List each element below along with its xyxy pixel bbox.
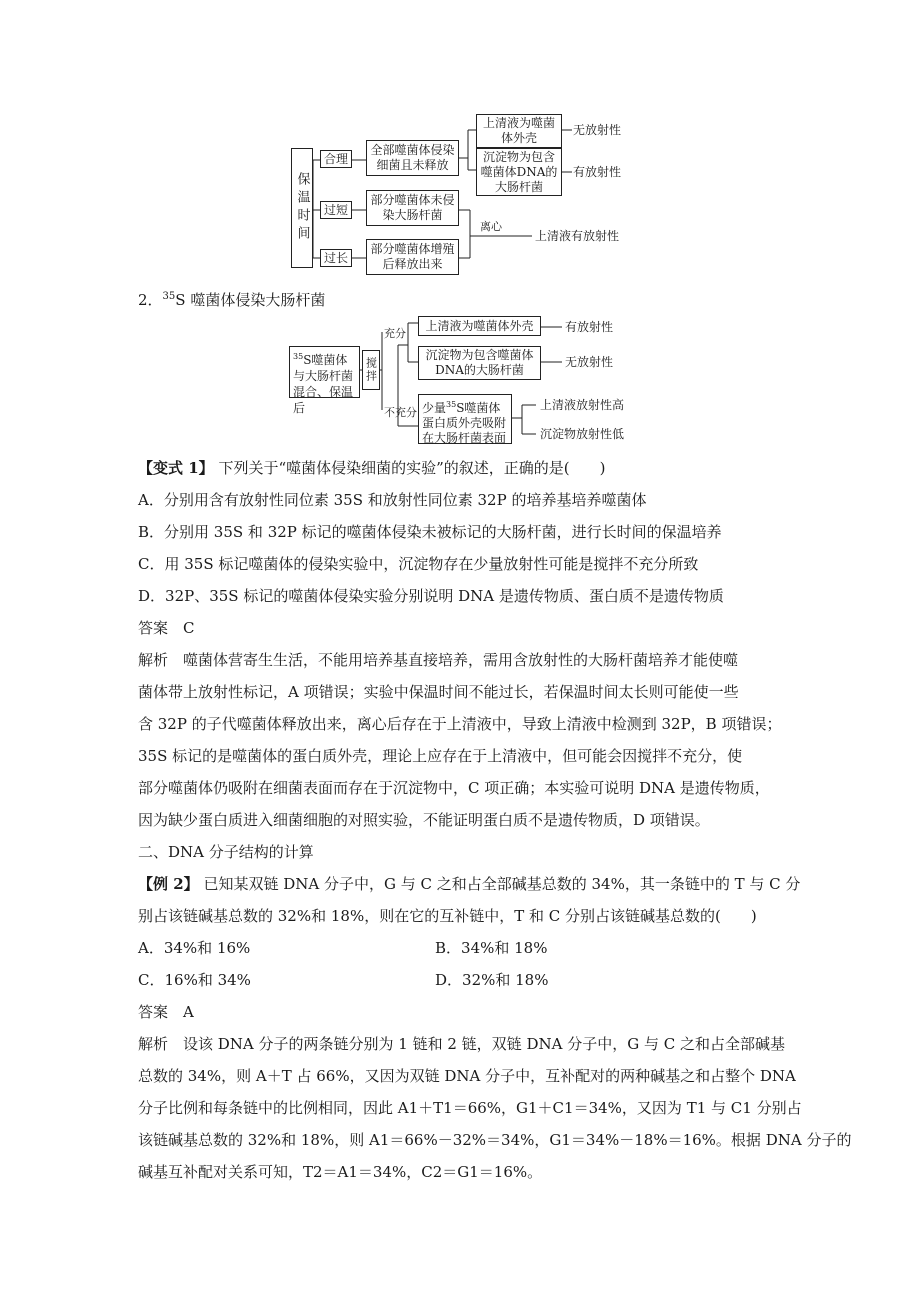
d2-box-supernatant: 上清液为噬菌体外壳 <box>418 316 541 336</box>
section-heading-dna: 二、DNA 分子结构的计算 <box>138 843 314 861</box>
variant1-analysis-line: 含 32P 的子代噬菌体释放出来，离心后存在于上清液中，导致上清液中检测到 32P，B 项错误； <box>138 715 782 733</box>
d1-box-sediment: 沉淀物为包含噬菌体DNA的大肠杆菌 <box>476 148 562 196</box>
example2-question-line2: 别占该链碱基总数的 32%和 18%，则在它的互补链中，T 和 C 分别占该链碱基总数的( ) <box>138 907 757 925</box>
d1-result-none: 无放射性 <box>573 123 622 137</box>
variant1-option-c: C．用 35S 标记噬菌体的侵染实验中，沉淀物存在少量放射性可能是搅拌不充分所致 <box>138 555 699 573</box>
example2-analysis-line: 碱基互补配对关系可知，T2＝A1＝34%，C2＝G1＝16%。 <box>138 1163 543 1181</box>
section2-text: S 噬菌体侵染大肠杆菌 <box>175 291 326 309</box>
section2-title <box>138 287 778 310</box>
d2-root-box <box>289 346 360 415</box>
d2-label-insufficient: 不充分 <box>384 406 417 419</box>
d1-box-supernatant: 上清液为噬菌体外壳 <box>476 114 562 148</box>
d2-result-sup-high: 上清液放射性高 <box>540 398 625 412</box>
d1-branch-short: 过短 <box>320 201 352 219</box>
example2-tag: 【例 2】 <box>138 875 199 893</box>
d1-branch-long: 过长 <box>320 249 352 267</box>
d2-result-has: 有放射性 <box>565 320 614 334</box>
d2-result-none: 无放射性 <box>565 355 614 369</box>
diagram1-connectors <box>0 0 920 460</box>
d2-box-sediment: 沉淀物为包含噬菌体DNA的大肠杆菌 <box>418 346 541 380</box>
d1-root-box: 保温时间 <box>291 148 313 268</box>
section2-number: 2． <box>138 291 163 309</box>
d1-result-has: 有放射性 <box>573 165 622 179</box>
variant1-analysis-line: 菌体带上放射性标记，A 项错误；实验中保温时间不能过长，若保温时间太长则可能使一些 <box>138 683 739 701</box>
variant1-analysis-line: 35S 标记的是噬菌体的蛋白质外壳，理论上应存在于上清液中，但可能会因搅拌不充分，使 <box>138 747 743 765</box>
variant1-answer: 答案 C <box>138 619 195 637</box>
variant1-option-a: A．分别用含有放射性同位素 35S 和放射性同位素 32P 的培养基培养噬菌体 <box>138 491 647 509</box>
variant1-tag: 【变式 1】 <box>138 459 214 477</box>
variant1-option-b: B．分别用 35S 和 32P 标记的噬菌体侵染未被标记的大肠杆菌，进行长时间的保温培养 <box>138 523 722 541</box>
d1-box-short: 部分噬菌体未侵染大肠杆菌 <box>366 190 459 226</box>
example2-analysis-line: 该链碱基总数的 32%和 18%，则 A1＝66%－32%＝34%，G1＝34%－18%＝16%。根据 DNA 分子的 <box>138 1131 852 1149</box>
d2-label-sufficient: 充分 <box>384 327 406 340</box>
d2-result-sed-low: 沉淀物放射性低 <box>540 427 625 441</box>
variant1-question-text: 下列关于“噬菌体侵染细菌的实验”的叙述，正确的是( ) <box>218 459 606 477</box>
d2-box-few-post: S噬菌体蛋白质外壳吸附在大肠杆菌表面 <box>422 401 507 445</box>
d1-box-reasonable: 全部噬菌体侵染细菌且未释放 <box>366 140 459 176</box>
d2-stir-box: 搅拌 <box>362 350 380 390</box>
example2-option-c: C．16%和 34% <box>138 971 251 989</box>
variant1-analysis-line: 因为缺少蛋白质进入细菌细胞的对照实验，不能证明蛋白质不是遗传物质，D 项错误。 <box>138 811 710 829</box>
variant1-option-d: D．32P、35S 标记的噬菌体侵染实验分别说明 DNA 是遗传物质、蛋白质不是遗传物质 <box>138 587 724 605</box>
d1-centrifuge-label: 离心 <box>480 220 502 233</box>
d1-result-sup-has: 上清液有放射性 <box>535 229 620 243</box>
example2-analysis-line: 分子比例和每条链中的比例相同，因此 A1＋T1＝66%，G1＋C1＝34%，又因为 T1 与 C1 分别占 <box>138 1099 802 1117</box>
variant1-question <box>138 458 778 478</box>
example2-answer: 答案 A <box>138 1003 194 1021</box>
variant1-analysis-line: 部分噬菌体仍吸附在细菌表面而存在于沉淀物中，C 项正确；本实验可说明 DNA 是遗传物质， <box>138 779 770 797</box>
d1-box-long: 部分噬菌体增殖后释放出来 <box>366 239 459 275</box>
example2-question-line1: 已知某双链 DNA 分子中，G 与 C 之和占全部碱基总数的 34%，其一条链中的 T 与 C 分 <box>203 875 801 893</box>
example2-option-d: D．32%和 18% <box>435 971 549 989</box>
d1-branch-reasonable: 合理 <box>320 150 352 168</box>
example2-analysis-line: 总数的 34%，则 A＋T 占 66%，又因为双链 DNA 分子中，互补配对的两种碱基之和占整个 DNA <box>138 1067 796 1085</box>
example2-analysis-line: 解析 设该 DNA 分子的两条链分别为 1 链和 2 链，双链 DNA 分子中，G 与 C 之和占全部碱基 <box>138 1035 785 1053</box>
variant1-analysis-line: 解析 噬菌体营寄生生活，不能用培养基直接培养，需用含放射性的大肠杆菌培养才能使噬 <box>138 651 739 669</box>
example2-option-a: A．34%和 16% <box>138 939 251 957</box>
d2-box-few-isotope: 35 <box>446 400 457 409</box>
section2-isotope: 35 <box>162 291 176 302</box>
d2-box-few <box>418 394 512 444</box>
example2-option-b: B．34%和 18% <box>435 939 548 957</box>
example2-question <box>138 874 801 894</box>
d2-root-text: S噬菌体与大肠杆菌混合、保温后 <box>293 353 354 415</box>
d2-box-few-pre: 少量 <box>422 401 447 415</box>
d2-root-isotope: 35 <box>293 352 304 361</box>
